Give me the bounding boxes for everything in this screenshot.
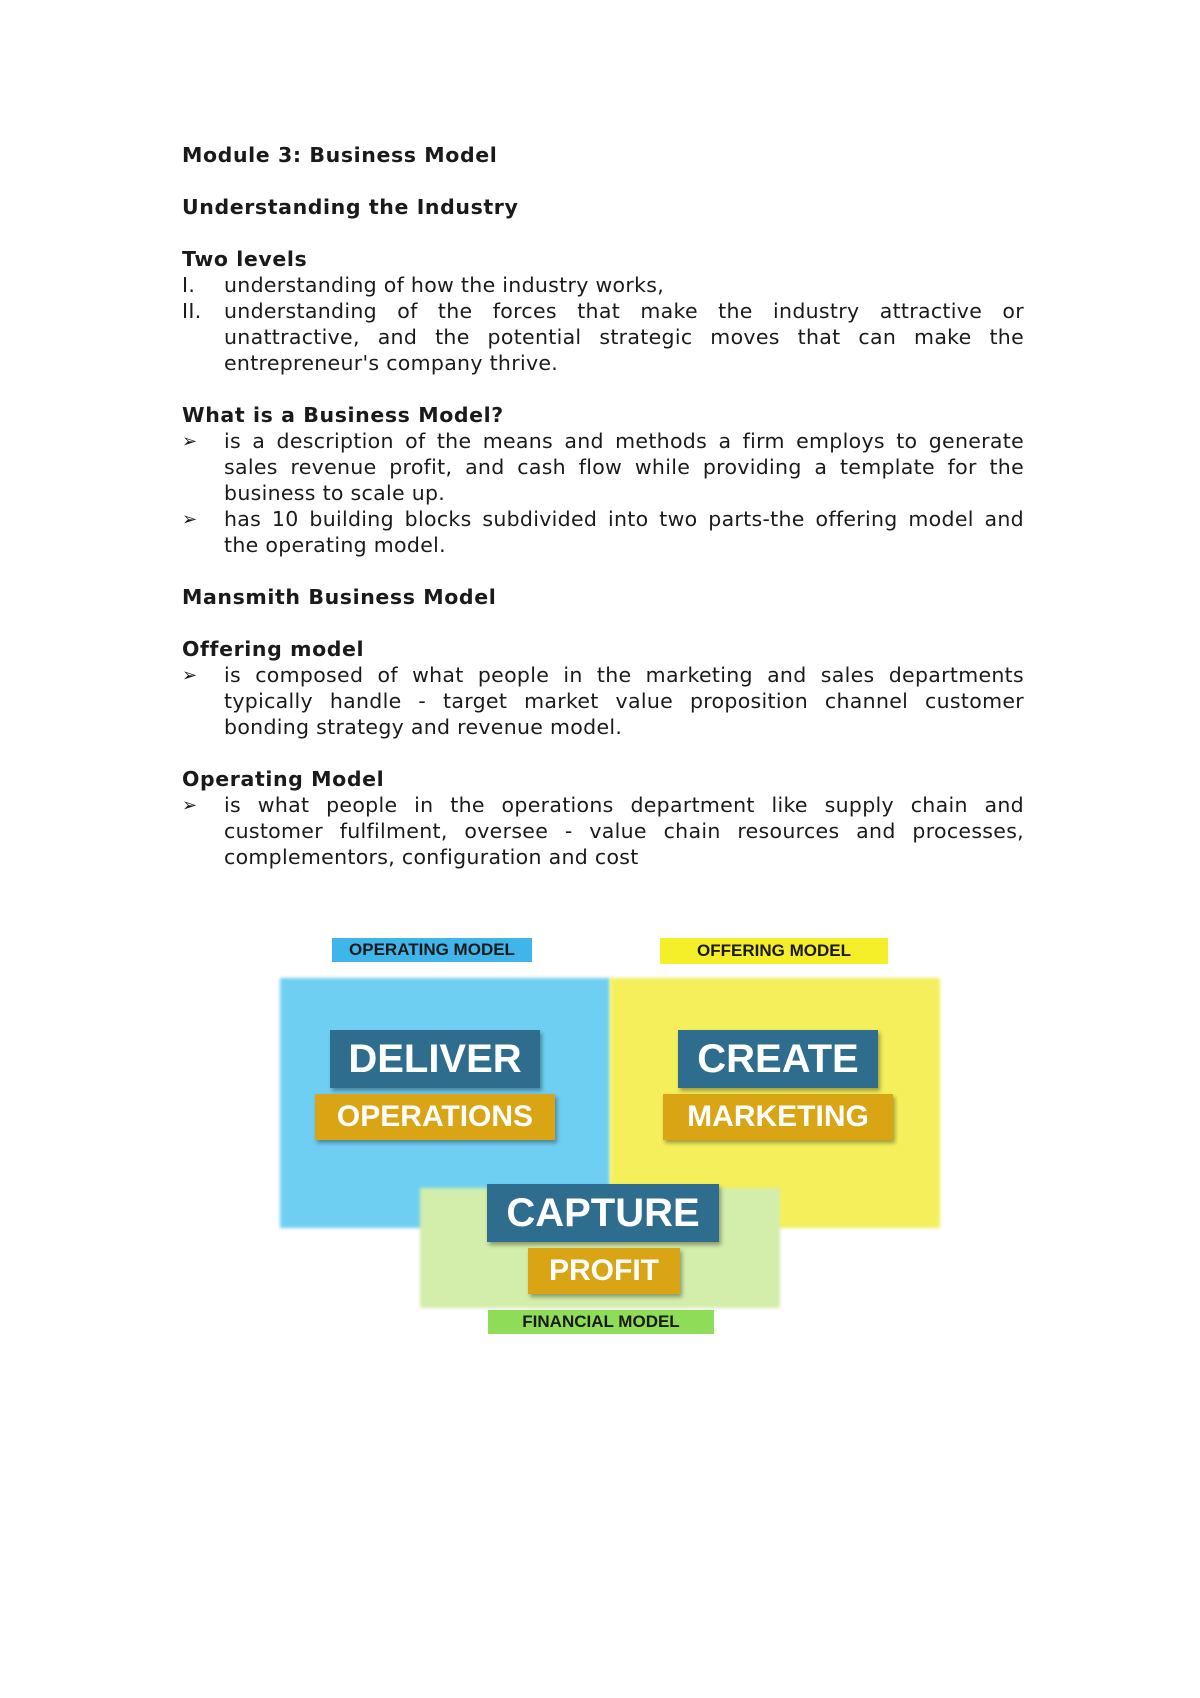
business-model-diagram xyxy=(280,938,940,1338)
list-item xyxy=(182,272,1024,298)
arrow-bullet-icon: ➢ xyxy=(182,665,198,686)
bullet-item xyxy=(182,506,1024,558)
roman-numeral: II. xyxy=(182,299,202,323)
document-body xyxy=(182,142,1024,870)
bullet-text: is what people in the operations department like supply chain and customer fulfilment, oversee - value chain resources and processes, complementors, configuration and cost xyxy=(224,793,1024,869)
list-item-text: understanding of how the industry works, xyxy=(224,273,665,297)
marketing-label: MARKETING xyxy=(663,1094,893,1140)
bullet-text: is a description of the means and methods a firm employs to generate sales revenue profit, and cash flow while providing a template for the business to scale up. xyxy=(224,429,1024,505)
capture-label: CAPTURE xyxy=(487,1184,719,1242)
heading-operating-model: Operating Model xyxy=(182,767,385,791)
heading-offering-model: Offering model xyxy=(182,637,365,661)
operations-label: OPERATIONS xyxy=(315,1094,555,1140)
create-label: CREATE xyxy=(678,1030,878,1088)
section-heading-industry: Understanding the Industry xyxy=(182,195,519,219)
deliver-label: DELIVER xyxy=(330,1030,540,1088)
list-item xyxy=(182,298,1024,376)
roman-numeral: I. xyxy=(182,273,196,297)
arrow-bullet-icon: ➢ xyxy=(182,795,198,816)
bullet-item xyxy=(182,792,1024,870)
heading-what-is: What is a Business Model? xyxy=(182,403,504,427)
list-item-text: understanding of the forces that make the industry attractive or unattractive, and the potential strategic moves that can make the entrepreneur's company thrive. xyxy=(224,299,1024,375)
arrow-bullet-icon: ➢ xyxy=(182,509,198,530)
heading-mansmith: Mansmith Business Model xyxy=(182,585,497,609)
profit-label: PROFIT xyxy=(528,1248,680,1294)
bullet-text: has 10 building blocks subdivided into two parts-the offering model and the operating model. xyxy=(224,507,1024,557)
offering-model-label: OFFERING MODEL xyxy=(660,938,888,964)
heading-two-levels: Two levels xyxy=(182,247,308,271)
page-title: Module 3: Business Model xyxy=(182,143,498,167)
bullet-item xyxy=(182,662,1024,740)
arrow-bullet-icon: ➢ xyxy=(182,431,198,452)
bullet-item xyxy=(182,428,1024,506)
bullet-text: is composed of what people in the marketing and sales departments typically handle - target market value proposition channel customer bonding strategy and revenue model. xyxy=(224,663,1024,739)
operating-model-label: OPERATING MODEL xyxy=(332,938,532,962)
financial-model-label: FINANCIAL MODEL xyxy=(488,1310,714,1334)
